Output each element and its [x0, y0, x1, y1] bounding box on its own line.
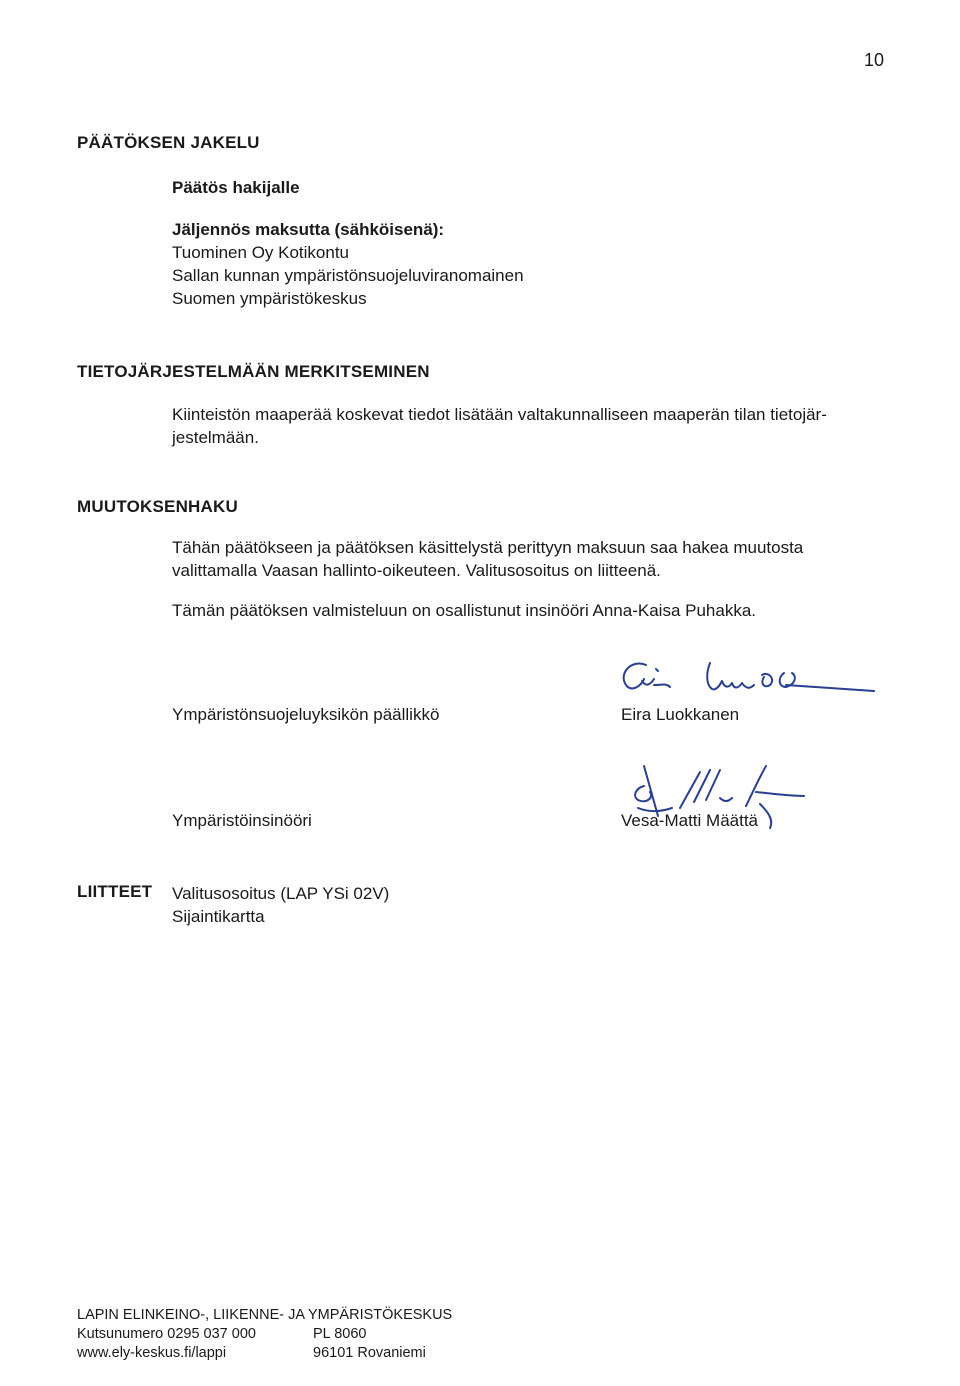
signatory-title: Ympäristöinsinööri [172, 811, 312, 830]
footer [77, 1306, 452, 1363]
footer-pobox: PL 8060 [313, 1326, 367, 1342]
signatory-name: Eira Luokkanen [621, 705, 740, 724]
attachments-heading: LIITTEET [77, 882, 153, 901]
appeal-text [172, 536, 803, 582]
to-applicant: Päätös hakijalle [172, 178, 300, 197]
recipient: Suomen ympäristökeskus [172, 289, 367, 308]
appeal-line: valittamalla Vaasan hallinto-oikeuteen. Valitusosoitus on liitteenä. [172, 561, 661, 580]
copies-heading: Jäljennös maksutta (sähköisenä): [172, 220, 445, 239]
distribution-heading: PÄÄTÖKSEN JAKELU [77, 133, 260, 152]
footer-web-link[interactable]: www.ely-keskus.fi/lappi [77, 1345, 227, 1361]
registry-text [172, 403, 827, 449]
recipient: Sallan kunnan ympäristönsuojeluviranomainen [172, 266, 524, 285]
attachment-item: Valitusosoitus (LAP YSi 02V) [172, 884, 390, 903]
appeal-heading: MUUTOKSENHAKU [77, 497, 238, 516]
footer-phone: Kutsunumero 0295 037 000 [77, 1326, 256, 1342]
registry-heading: TIETOJÄRJESTELMÄÄN MERKITSEMINEN [77, 362, 430, 381]
footer-org: LAPIN ELINKEINO-, LIIKENNE- JA YMPÄRISTÖKESKUS [77, 1307, 453, 1323]
appeal-line: Tähän päätökseen ja päätöksen käsittelystä perittyyn maksuun saa hakea muutosta [172, 538, 804, 557]
registry-line: jestelmään. [172, 428, 259, 447]
footer-city: 96101 Rovaniemi [313, 1345, 426, 1361]
registry-line: Kiinteistön maaperää koskevat tiedot lisätään valtakunnalliseen maaperän tilan tietojär- [172, 405, 827, 424]
attachments-list [172, 882, 389, 928]
attachment-item: Sijaintikartta [172, 907, 265, 926]
preparer-note: Tämän päätöksen valmisteluun on osallistunut insinööri Anna-Kaisa Puhakka. [172, 601, 757, 620]
signatory-name: Vesa-Matti Määttä [621, 811, 759, 830]
signatory-title: Ympäristönsuojeluyksikön päällikkö [172, 705, 440, 724]
page-number: 10 [864, 50, 885, 70]
recipient: Tuominen Oy Kotikontu [172, 243, 350, 262]
signature-luokkanen [612, 655, 882, 705]
copies-block [172, 218, 524, 310]
